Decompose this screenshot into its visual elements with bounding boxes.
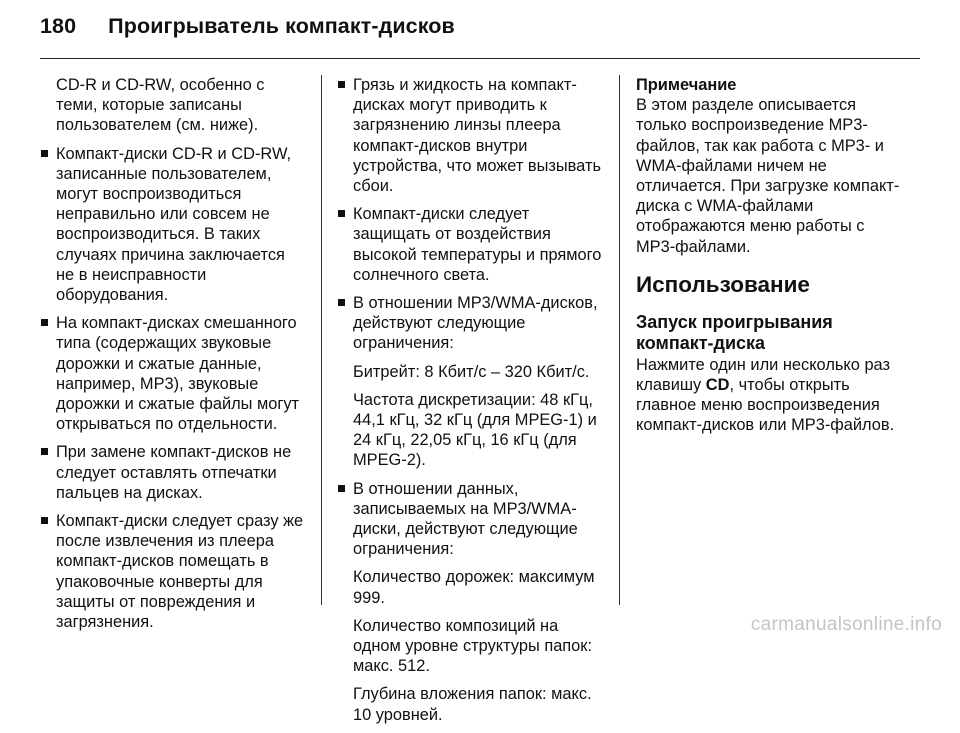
- page-number: 180: [40, 14, 77, 38]
- sampling-limit: Частота дискретизации: 48 кГц, 44,1 кГц, 32 кГц (для MPEG-1) и 24 кГц, 22,05 кГц, 16 кГц (для MPEG-2).: [353, 390, 597, 470]
- list-item: Компакт-диски следует сразу же после извлечения из плеера компакт-дисков помещать в упаковочные конверты для защиты от повреждения и загрязнения.: [40, 511, 306, 632]
- header-divider: [40, 58, 920, 59]
- list-item: На компакт-дисках смешанного типа (содержащих звуковые дорожки и сжатые данные, например, MP3), звуковые дорожки и сжатые файлы могут открываться по отдельности.: [40, 313, 306, 434]
- list-item: Компакт-диски CD-R и CD-RW, записанные пользователем, могут воспроизводиться неправильно или совсем не воспроизводиться. В таких случаях причина заключается не в неисправности оборудования.: [40, 144, 306, 306]
- column-right: [636, 75, 904, 436]
- note-title: Примечание: [636, 76, 737, 94]
- page-header: [40, 14, 455, 39]
- tracks-limit: Количество дорожек: максимум 999.: [353, 568, 595, 607]
- list-item: Компакт-диски следует защищать от воздействия высокой температуры и прямого солнечного света.: [337, 204, 603, 285]
- list-item: При замене компакт-дисков не следует оставлять отпечатки пальцев на дисках.: [40, 442, 306, 503]
- subsection-heading: Запуск проигрывания компакт-диска: [636, 311, 833, 353]
- column-divider-1: [321, 75, 322, 605]
- page-title: Проигрыватель компакт-дисков: [108, 14, 455, 38]
- bitrate-limit: Битрейт: 8 Кбит/с – 320 Кбит/с.: [353, 362, 590, 381]
- column-left: [40, 75, 306, 640]
- continuation-text: CD-R и CD-RW, особенно с теми, которые записаны пользователем (см. ниже).: [56, 76, 265, 135]
- note-text: В этом разделе описывается только воспроизведение MP3-файлов, так как работа с MP3- и WMA-файлами ничем не отличается. При загрузке компакт-диска с WMA-файлами отображаются меню работы с MP3-файлами.: [636, 96, 900, 256]
- list-item: Грязь и жидкость на компакт-дисках могут приводить к загрязнению линзы плеера компакт-дисков внутри устройства, что может вызывать сбои.: [337, 75, 603, 196]
- list-item: В отношении данных, записываемых на MP3/WMA-диски, действуют следующие ограничения:: [337, 479, 603, 560]
- files-limit: Количество композиций на одном уровне структуры папок: макс. 512.: [353, 616, 593, 676]
- depth-limit: Глубина вложения папок: макс. 10 уровней.: [353, 685, 592, 724]
- list-item: В отношении MP3/WMA-дисков, действуют следующие ограничения:: [337, 293, 603, 354]
- section-heading: Использование: [636, 271, 810, 297]
- column-middle: [337, 75, 603, 733]
- body-text-start: Нажмите один или несколько раз клавишу: [636, 355, 891, 395]
- watermark: carmanualsonline.info: [750, 614, 942, 635]
- body-text: [636, 355, 904, 436]
- column-divider-2: [619, 75, 620, 605]
- body-text-end: , чтобы открыть главное меню воспроизведения компакт-дисков или MP3-файлов.: [636, 376, 895, 435]
- cd-key-label: CD: [705, 376, 730, 395]
